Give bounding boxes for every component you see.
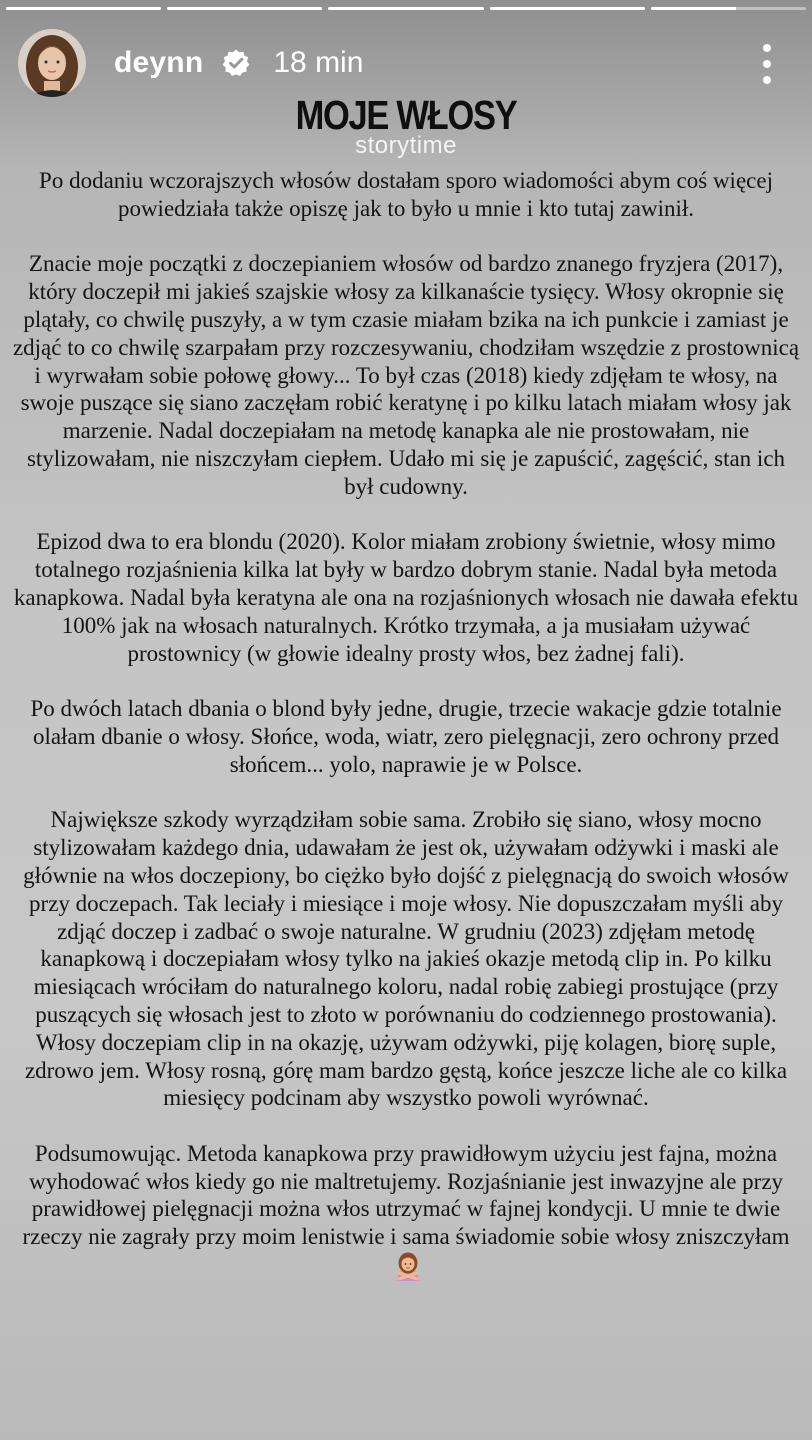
more-vertical-icon[interactable] [760, 44, 774, 84]
progress-fill [6, 7, 161, 10]
progress-segment [490, 7, 645, 10]
progress-segment [6, 7, 161, 10]
avatar[interactable] [18, 29, 86, 97]
username[interactable]: deynn [114, 46, 204, 79]
post-time: 18 min [273, 46, 364, 79]
progress-fill [328, 7, 483, 10]
woman-gesturing-no-emoji-icon [393, 1251, 423, 1281]
story-progress [6, 7, 806, 10]
paragraph-last [12, 1140, 800, 1281]
story-subtitle: storytime [355, 132, 457, 159]
paragraph: Po dwóch latach dbania o blond były jedne, drugie, trzecie wakacje gdzie totalnie olałam dbanie o włosy. Słońce, woda, wiatr, zero pielęgnacji, zero ochrony przed słońcem... yolo, naprawie je w Polsce. [30, 696, 782, 777]
story-header [18, 28, 794, 98]
progress-segment [651, 7, 806, 10]
paragraph: Największe szkody wyrządziłam sobie sama. Zrobiło się siano, włosy mocno stylizowałam każdego dnia, udawałam że jest ok, używałam odżywki i maski ale głównie na włos doczepiony, bo ciężko było dojść z pielęgnacją do swoich włosów przy doczepach. Tak leciały i miesiące i moje włosy. Nie dopuszczałam myśli aby zdjąć doczep i zadbać o swoje naturalne. W grudniu (2023) zdjęłam metodę kanapkową i doczepiałam włosy tylko na jakieś okazje metodą clip in. Po kilku miesiącach wróciłam do naturalnego koloru, nadal robię zabiegi prostujące (przy puszących się włosach jest to złoto w porównaniu do codziennego prostowania). Włosy doczepiam clip in na okazję, używam odżywki, piję kolagen, biorę suple, zdrowo jem. Włosy rosną, górę mam bardzo gęstą, końce jeszcze liche ale co kilka miesięcy podcinam aby wszystko powoli wyrównać. [23, 807, 789, 1111]
progress-fill [167, 7, 322, 10]
verified-badge-icon [221, 48, 251, 78]
paragraph-text: Podsumowując. Metoda kanapkowa przy prawidłowym użyciu jest fajna, można wyhodować włos kiedy go nie maltretujemy. Rozjaśnianie jest inwazyjne ale przy prawidłowej pielęgnacji można włos utrzymać w fajnej kondycji. U mnie te dwie rzeczy nie zagrały przy moim lenistwie i sama świadomie sobie włosy zniszczyłam [22, 1140, 790, 1250]
story-text [12, 167, 800, 1309]
progress-fill [490, 7, 645, 10]
paragraph: Epizod dwa to era blondu (2020). Kolor miałam zrobiony świetnie, włosy mimo totalnego rozjaśnienia kilka lat były w bardzo dobrym stanie. Nadal była metoda kanapkowa. Nadal była keratyna ale ona na rozjaśnionych włosach nie dawała efektu 100% jak na włosach naturalnych. Krótko trzymała, a ja musiałam używać prostownicy (w głowie idealny prosty włos, bez żadnej fali). [13, 529, 799, 666]
paragraph: Znacie moje początki z doczepianiem włosów od bardzo znanego fryzjera (2017), który doczepił mi jakieś szajskie włosy za kilkanaście tysięcy. Włosy okropnie się plątały, co chwilę puszyły, a w tym czasie miałam bzika na ich punkcie i zamiast je zdjąć to co chwilę szarpałam przy rozczesywaniu, chodziłam wszędzie z prostownicą i wyrwałam sobie połowę głowy... To był czas (2018) kiedy zdjęłam te włosy, na swoje puszące się siano zaczęłam robić keratynę i po kilku latach miałam włosy jak marzenie. Nadal doczepiałam na metodę kanapka ale nie prostowałam, nie stylizowałam, nie niszczyłam ciepłem. Udało mi się je zapuścić, zagęścić, stan ich był cudowny. [12, 251, 800, 499]
paragraph: Po dodaniu wczorajszych włosów dostałam sporo wiadomości abym coś więcej powiedziała także opiszę jak to było u mnie i kto tutaj zawinił. [39, 168, 773, 221]
progress-segment [328, 7, 483, 10]
story-title: MOJE WŁOSY [295, 92, 517, 138]
progress-segment [167, 7, 322, 10]
progress-fill [651, 7, 736, 10]
